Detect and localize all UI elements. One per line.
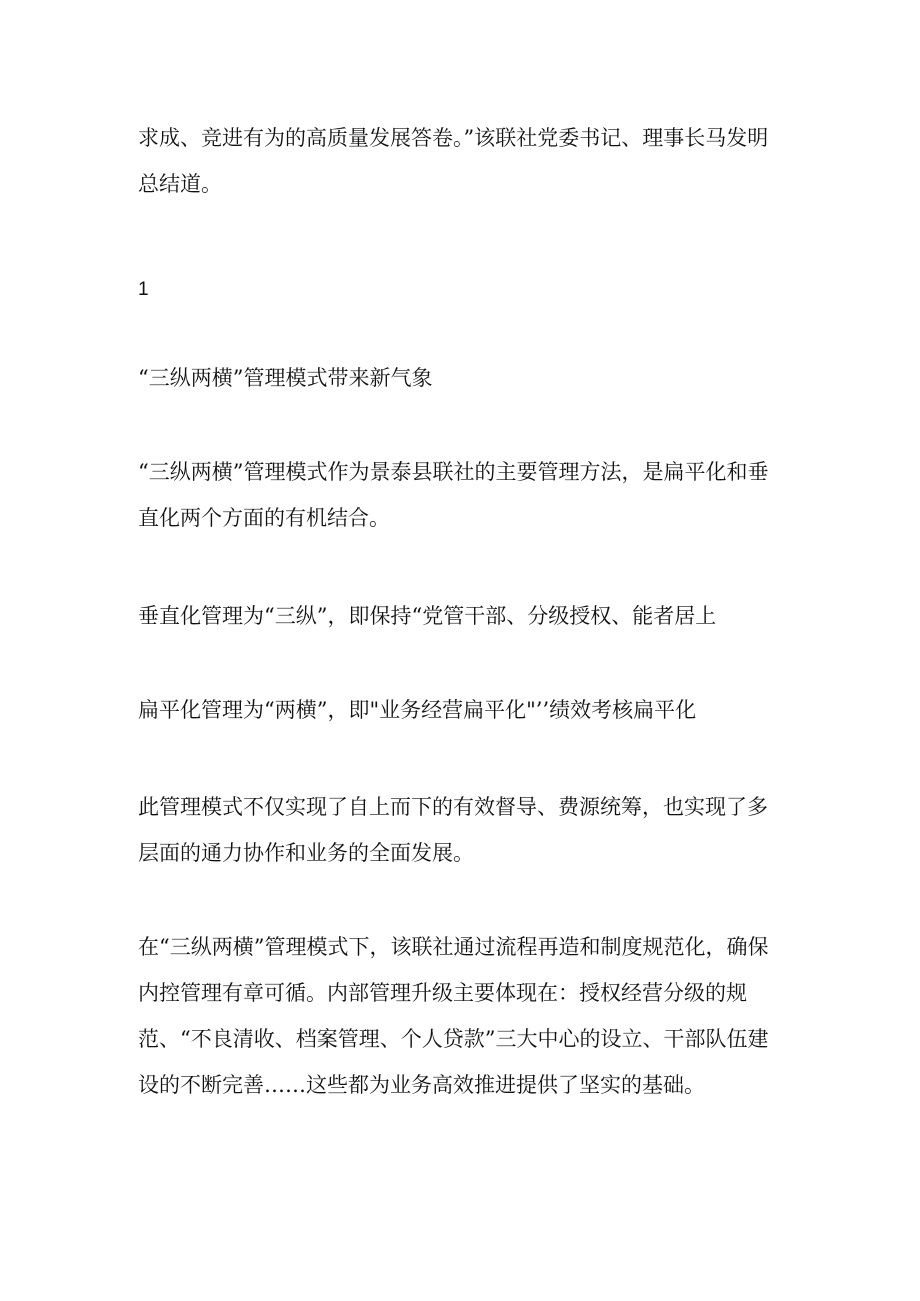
- paragraph-model-benefits: 此管理模式不仅实现了自上而下的有效督导、费源统筹，也实现了多层面的通力协作和业务的全面发展。: [138, 795, 768, 865]
- section-heading: “三纵两横”管理模式带来新气象: [138, 366, 433, 390]
- section-number: 1: [138, 279, 149, 300]
- paragraph-flat-management: 扁平化管理为“两横”，即"业务经营扁平化"’’绩效考核扁平化: [138, 698, 697, 722]
- paragraph-conclusion: 求成、竞进有为的高质量发展答卷。”该联社党委书记、理事长马发明总结道。: [138, 126, 769, 196]
- paragraph-model-intro: “三纵两横”管理模式作为景泰县联社的主要管理方法，是扁平化和垂直化两个方面的有机结合。: [138, 460, 769, 530]
- paragraph-internal-management: 在“三纵两横”管理模式下，该联社通过流程再造和制度规范化，确保内控管理有章可循。内部管理升级主要体现在：授权经营分级的规范、“不良清收、档案管理、个人贷款”三大中心的设立、干部队伍建设的不断完善……这些都为业务高效推进提供了坚实的基础。: [138, 935, 769, 1097]
- paragraph-vertical-management: 垂直化管理为“三纵”，即保持“党管干部、分级授权、能者居上: [138, 604, 717, 628]
